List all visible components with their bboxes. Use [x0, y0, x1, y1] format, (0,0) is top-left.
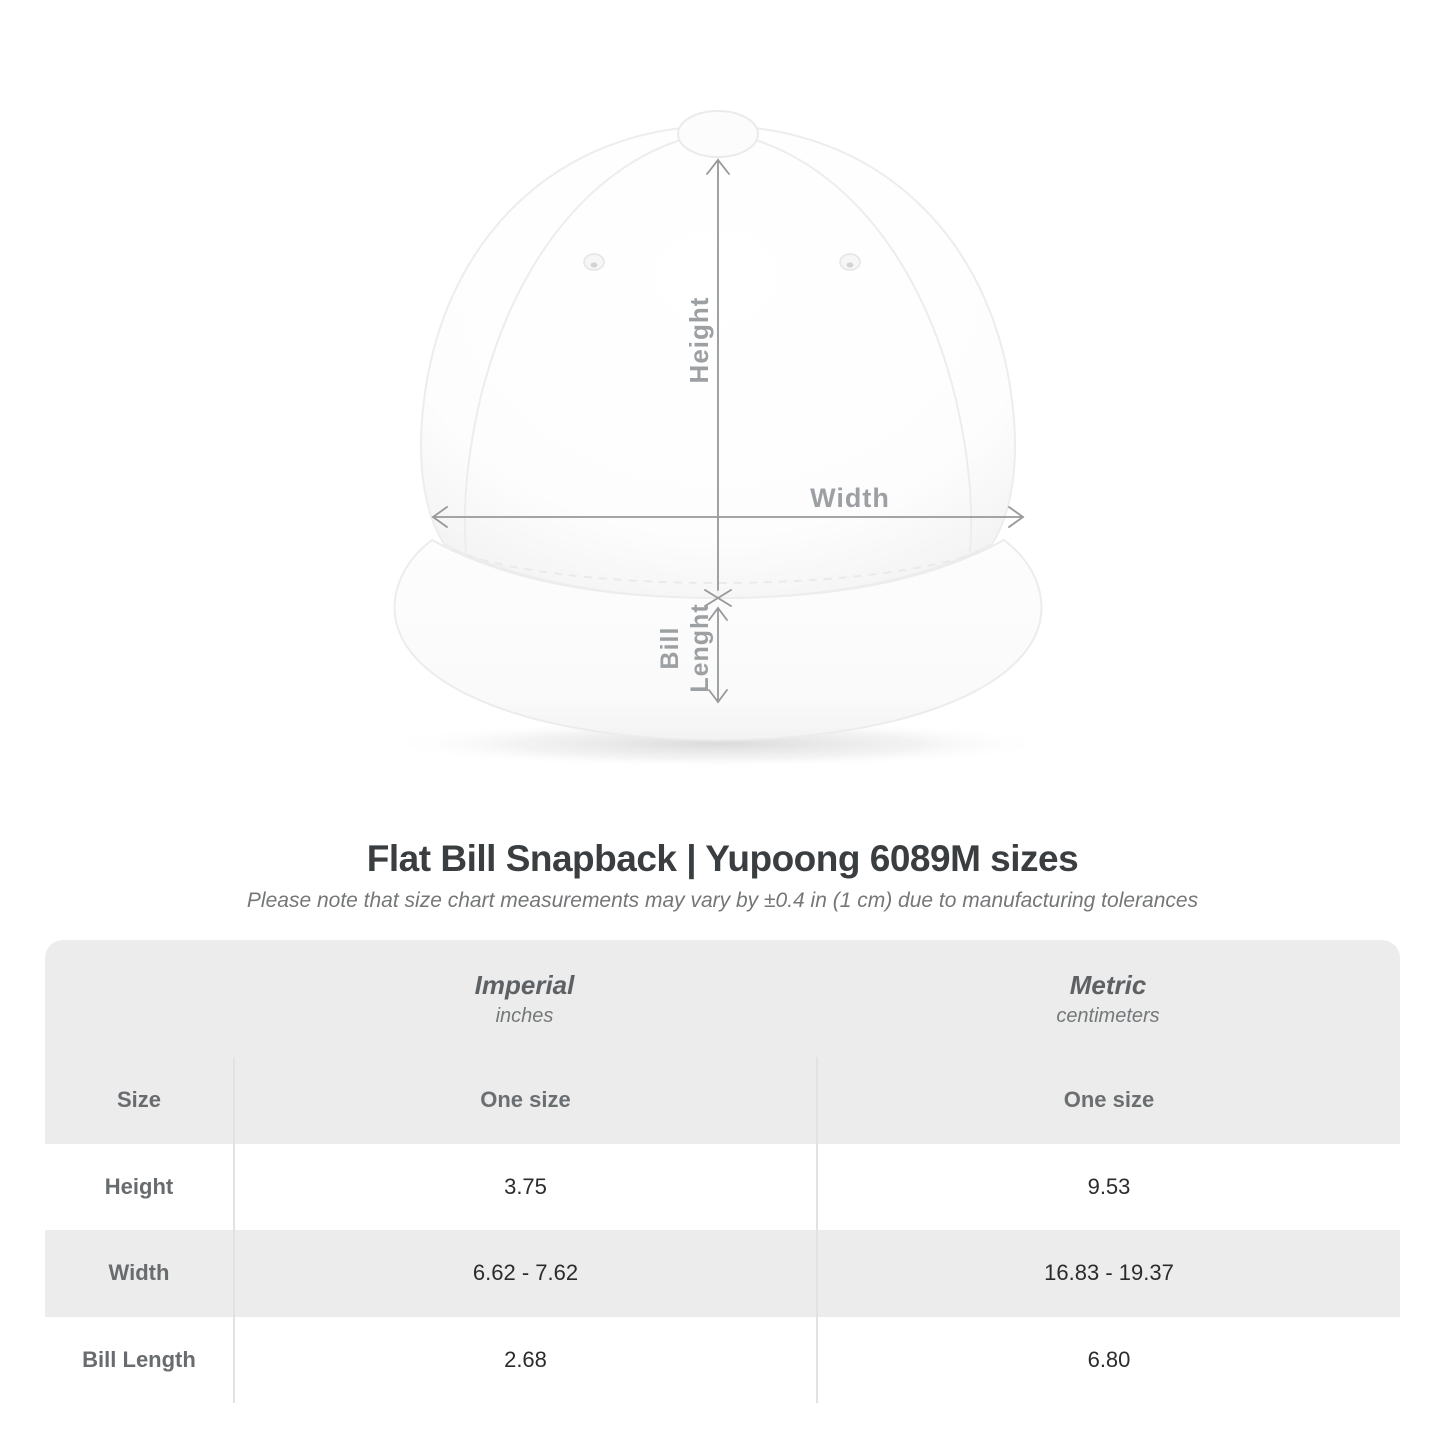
bill-length-label-line2: Lenght	[686, 603, 714, 693]
imperial-header-label: Imperial	[474, 969, 575, 1000]
hat-button	[678, 111, 758, 157]
imperial-value: One size	[233, 1057, 816, 1144]
table-row-bill-length	[45, 1317, 1400, 1404]
metric-header-sub: centimeters	[1056, 1004, 1160, 1027]
imperial-value: 2.68	[233, 1317, 816, 1404]
header-spacer	[45, 940, 233, 1057]
metric-value: 9.53	[816, 1144, 1400, 1231]
metric-value: 16.83 - 19.37	[816, 1230, 1400, 1317]
row-label: Bill Length	[82, 1346, 196, 1372]
metric-header-label: Metric	[1069, 969, 1147, 1000]
table-row-width	[45, 1230, 1400, 1317]
title-block	[0, 838, 1445, 913]
table-row-height	[45, 1144, 1400, 1231]
table-row-size	[45, 1057, 1400, 1144]
row-label: Size	[116, 1087, 162, 1113]
imperial-value: 6.62 - 7.62	[233, 1230, 816, 1317]
row-label: Height	[104, 1173, 174, 1199]
height-label: Height	[684, 296, 714, 384]
page-title: Flat Bill Snapback | Yupoong 6089M sizes	[366, 838, 1079, 879]
imperial-header-sub: inches	[495, 1004, 554, 1027]
metric-value: One size	[816, 1057, 1400, 1144]
imperial-value: 3.75	[233, 1144, 816, 1231]
row-label: Width	[108, 1260, 170, 1286]
width-label: Width	[810, 483, 890, 513]
hat-eyelet-right	[840, 254, 860, 270]
size-table-header	[45, 940, 1400, 1057]
page-subtitle: Please note that size chart measurements may vary by ±0.4 in (1 cm) due to manufacturing tolerances	[246, 889, 1199, 912]
bill-length-label-line1: Bill	[656, 626, 684, 670]
hat-eyelet-left	[584, 254, 604, 270]
imperial-header	[233, 940, 816, 1057]
size-table	[45, 940, 1400, 1403]
metric-value: 6.80	[816, 1317, 1400, 1404]
metric-header	[816, 940, 1400, 1057]
